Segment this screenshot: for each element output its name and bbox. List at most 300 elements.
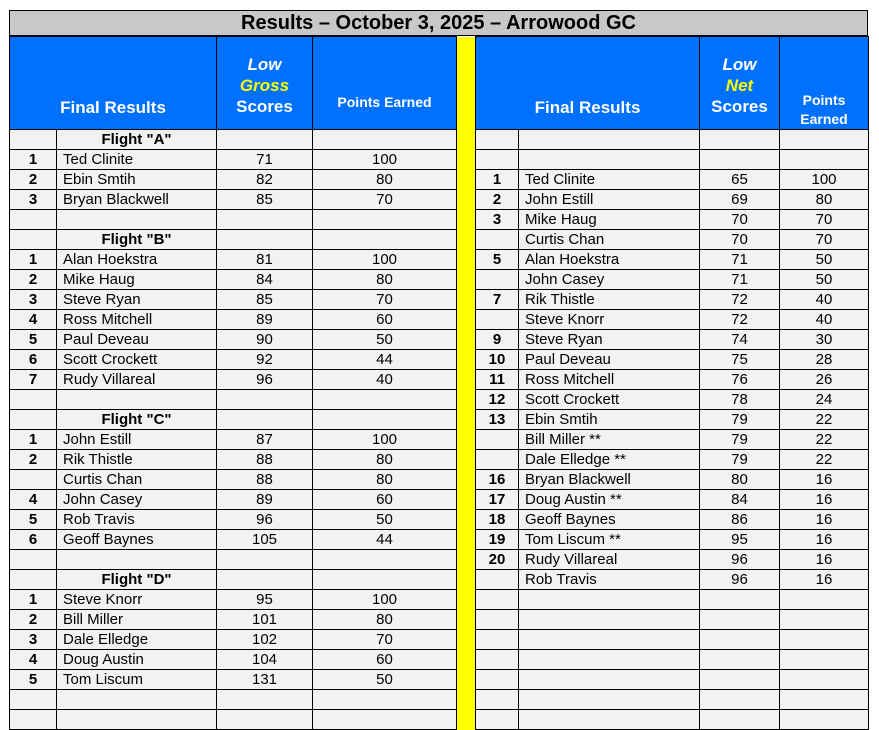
table-row <box>10 290 869 310</box>
net-score-cell: 70 <box>700 210 780 230</box>
gross-player-name: John Casey <box>57 490 217 510</box>
net-points-cell: 16 <box>780 530 869 550</box>
gross-rank-cell: 6 <box>10 530 57 550</box>
gross-player-name: Tom Liscum <box>57 670 217 690</box>
gross-score-cell: 95 <box>217 590 313 610</box>
gross-points-cell <box>313 710 457 730</box>
net-rank-cell <box>476 450 519 470</box>
gross-points-cell: 70 <box>313 190 457 210</box>
net-score-cell: 76 <box>700 370 780 390</box>
yellow-divider <box>457 370 476 390</box>
yellow-divider <box>457 410 476 430</box>
table-row <box>10 230 869 250</box>
yellow-divider <box>457 350 476 370</box>
gross-rank-cell: 2 <box>10 170 57 190</box>
net-rank-cell <box>476 570 519 590</box>
net-points-line2: Earned <box>800 111 848 127</box>
net-player-name <box>519 670 700 690</box>
net-score-cell: 86 <box>700 510 780 530</box>
net-player-name: Tom Liscum ** <box>519 530 700 550</box>
gross-points-cell: 80 <box>313 610 457 630</box>
net-player-name <box>519 650 700 670</box>
net-score-cell: 70 <box>700 230 780 250</box>
gross-points-cell: 80 <box>313 450 457 470</box>
net-score-cell: 65 <box>700 170 780 190</box>
net-player-name: Geoff Baynes <box>519 510 700 530</box>
gross-rank-cell: 1 <box>10 430 57 450</box>
net-player-name: Doug Austin ** <box>519 490 700 510</box>
net-player-name: Curtis Chan <box>519 230 700 250</box>
gross-score-cell: 85 <box>217 190 313 210</box>
net-rank-cell: 1 <box>476 170 519 190</box>
net-points-earned-header <box>780 37 869 130</box>
yellow-divider <box>457 570 476 590</box>
gross-player-name: Rudy Villareal <box>57 370 217 390</box>
net-keyword: Net <box>725 76 754 95</box>
net-points-cell: 26 <box>780 370 869 390</box>
gross-player-name: Steve Ryan <box>57 290 217 310</box>
yellow-divider <box>457 450 476 470</box>
net-player-name: Scott Crockett <box>519 390 700 410</box>
table-row <box>10 130 869 150</box>
table-row <box>10 630 869 650</box>
gross-rank-cell: 2 <box>10 450 57 470</box>
yellow-divider <box>457 290 476 310</box>
gross-player-name <box>57 690 217 710</box>
gross-score-cell: 105 <box>217 530 313 550</box>
net-score-cell: 71 <box>700 270 780 290</box>
gross-rank-cell: 5 <box>10 330 57 350</box>
table-row <box>10 410 869 430</box>
gross-points-cell: 100 <box>313 430 457 450</box>
yellow-divider <box>457 470 476 490</box>
net-score-cell <box>700 650 780 670</box>
net-points-cell: 16 <box>780 570 869 590</box>
table-row <box>10 690 869 710</box>
net-rank-cell: 19 <box>476 530 519 550</box>
net-scores-label: Scores <box>711 97 768 116</box>
gross-player-name: Bryan Blackwell <box>57 190 217 210</box>
gross-final-results-header: Final Results <box>10 37 217 130</box>
net-player-name <box>519 690 700 710</box>
gross-score-cell: 104 <box>217 650 313 670</box>
gross-rank-cell: 6 <box>10 350 57 370</box>
gross-points-cell: 50 <box>313 510 457 530</box>
gross-rank-cell <box>10 690 57 710</box>
net-score-cell: 79 <box>700 410 780 430</box>
table-row <box>10 450 869 470</box>
net-points-line1: Points <box>802 92 846 108</box>
net-player-name: Rik Thistle <box>519 290 700 310</box>
gross-rank-cell: 5 <box>10 510 57 530</box>
net-player-name: Steve Ryan <box>519 330 700 350</box>
gross-points-cell: 80 <box>313 270 457 290</box>
gross-rank-cell <box>10 550 57 570</box>
gross-score-cell <box>217 210 313 230</box>
net-points-cell <box>780 670 869 690</box>
gross-player-name: Curtis Chan <box>57 470 217 490</box>
gross-player-name: Paul Deveau <box>57 330 217 350</box>
table-row <box>10 530 869 550</box>
gross-scores-label: Scores <box>236 97 293 116</box>
gross-rank-cell: 2 <box>10 270 57 290</box>
gross-points-cell: 100 <box>313 250 457 270</box>
gross-player-name: Ebin Smtih <box>57 170 217 190</box>
net-score-cell: 84 <box>700 490 780 510</box>
table-row <box>10 610 869 630</box>
net-points-cell: 70 <box>780 210 869 230</box>
net-points-cell: 50 <box>780 250 869 270</box>
gross-score-cell <box>217 130 313 150</box>
results-title: Results – October 3, 2025 – Arrowood GC <box>9 10 868 36</box>
table-row <box>10 570 869 590</box>
net-points-cell: 24 <box>780 390 869 410</box>
gross-points-cell: 60 <box>313 310 457 330</box>
yellow-divider <box>457 130 476 150</box>
gross-rank-cell <box>10 390 57 410</box>
net-player-name: Ross Mitchell <box>519 370 700 390</box>
gross-score-cell <box>217 230 313 250</box>
gross-points-cell: 44 <box>313 350 457 370</box>
net-player-name: Paul Deveau <box>519 350 700 370</box>
yellow-divider <box>457 150 476 170</box>
flight-heading: Flight "B" <box>57 230 217 250</box>
net-final-results-header: Final Results <box>476 37 700 130</box>
net-points-cell: 80 <box>780 190 869 210</box>
table-row <box>10 190 869 210</box>
gross-player-name: Alan Hoekstra <box>57 250 217 270</box>
gross-score-cell <box>217 570 313 590</box>
yellow-divider <box>457 250 476 270</box>
net-points-cell: 40 <box>780 290 869 310</box>
net-player-name: Bill Miller ** <box>519 430 700 450</box>
yellow-divider <box>457 670 476 690</box>
net-points-cell: 30 <box>780 330 869 350</box>
net-score-cell: 72 <box>700 310 780 330</box>
net-points-cell: 70 <box>780 230 869 250</box>
table-row <box>10 510 869 530</box>
yellow-divider <box>457 37 476 130</box>
net-points-cell: 40 <box>780 310 869 330</box>
gross-score-cell: 96 <box>217 510 313 530</box>
yellow-divider <box>457 550 476 570</box>
net-points-cell: 22 <box>780 450 869 470</box>
gross-rank-cell: 3 <box>10 290 57 310</box>
gross-rank-cell <box>10 130 57 150</box>
net-score-cell: 96 <box>700 570 780 590</box>
gross-score-cell: 71 <box>217 150 313 170</box>
net-points-cell <box>780 610 869 630</box>
net-points-cell <box>780 150 869 170</box>
gross-score-cell <box>217 550 313 570</box>
net-rank-cell: 11 <box>476 370 519 390</box>
net-score-cell: 79 <box>700 430 780 450</box>
gross-player-name <box>57 210 217 230</box>
gross-player-name: Steve Knorr <box>57 590 217 610</box>
net-score-cell: 80 <box>700 470 780 490</box>
net-rank-cell <box>476 150 519 170</box>
net-rank-cell <box>476 610 519 630</box>
gross-player-name: John Estill <box>57 430 217 450</box>
net-rank-cell <box>476 270 519 290</box>
net-rank-cell: 3 <box>476 210 519 230</box>
table-row <box>10 350 869 370</box>
net-points-cell: 16 <box>780 470 869 490</box>
gross-rank-cell: 3 <box>10 190 57 210</box>
gross-player-name <box>57 710 217 730</box>
net-player-name <box>519 150 700 170</box>
net-points-cell: 100 <box>780 170 869 190</box>
yellow-divider <box>457 490 476 510</box>
net-player-name: Ted Clinite <box>519 170 700 190</box>
yellow-divider <box>457 590 476 610</box>
net-points-cell: 22 <box>780 410 869 430</box>
net-rank-cell <box>476 650 519 670</box>
gross-player-name: Bill Miller <box>57 610 217 630</box>
net-rank-cell: 16 <box>476 470 519 490</box>
gross-points-cell <box>313 230 457 250</box>
gross-score-cell <box>217 690 313 710</box>
gross-points-earned-header: Points Earned <box>313 37 457 130</box>
gross-player-name: Doug Austin <box>57 650 217 670</box>
low-gross-scores-header <box>217 37 313 130</box>
gross-points-cell: 50 <box>313 330 457 350</box>
net-rank-cell <box>476 690 519 710</box>
gross-points-cell <box>313 550 457 570</box>
header-row <box>10 37 869 130</box>
net-points-cell <box>780 590 869 610</box>
gross-points-cell <box>313 690 457 710</box>
gross-score-cell: 84 <box>217 270 313 290</box>
net-points-cell <box>780 130 869 150</box>
gross-player-name: Scott Crockett <box>57 350 217 370</box>
net-score-cell: 78 <box>700 390 780 410</box>
flight-heading: Flight "D" <box>57 570 217 590</box>
net-rank-cell: 12 <box>476 390 519 410</box>
gross-rank-cell <box>10 410 57 430</box>
net-points-cell <box>780 650 869 670</box>
gross-low-label: Low <box>247 55 282 74</box>
yellow-divider <box>457 690 476 710</box>
net-points-cell: 28 <box>780 350 869 370</box>
gross-score-cell: 85 <box>217 290 313 310</box>
gross-points-cell: 80 <box>313 170 457 190</box>
table-row <box>10 170 869 190</box>
net-score-cell <box>700 150 780 170</box>
yellow-divider <box>457 530 476 550</box>
net-score-cell: 74 <box>700 330 780 350</box>
net-player-name: Ebin Smtih <box>519 410 700 430</box>
table-row <box>10 310 869 330</box>
low-net-scores-header <box>700 37 780 130</box>
net-score-cell <box>700 590 780 610</box>
net-player-name: Bryan Blackwell <box>519 470 700 490</box>
gross-points-cell <box>313 410 457 430</box>
gross-points-cell <box>313 390 457 410</box>
gross-points-cell: 70 <box>313 290 457 310</box>
table-row <box>10 330 869 350</box>
gross-rank-cell: 4 <box>10 650 57 670</box>
net-points-cell: 16 <box>780 550 869 570</box>
gross-rank-cell <box>10 710 57 730</box>
gross-rank-cell <box>10 470 57 490</box>
net-player-name <box>519 590 700 610</box>
gross-rank-cell: 1 <box>10 150 57 170</box>
gross-score-cell: 81 <box>217 250 313 270</box>
gross-rank-cell: 7 <box>10 370 57 390</box>
net-player-name <box>519 630 700 650</box>
net-points-cell <box>780 690 869 710</box>
net-points-cell: 16 <box>780 490 869 510</box>
table-row <box>10 590 869 610</box>
gross-player-name: Geoff Baynes <box>57 530 217 550</box>
net-score-cell <box>700 130 780 150</box>
net-rank-cell: 9 <box>476 330 519 350</box>
gross-player-name <box>57 390 217 410</box>
gross-points-cell <box>313 570 457 590</box>
net-score-cell <box>700 670 780 690</box>
table-row <box>10 430 869 450</box>
gross-points-cell <box>313 130 457 150</box>
yellow-divider <box>457 630 476 650</box>
table-row <box>10 150 869 170</box>
gross-points-cell: 44 <box>313 530 457 550</box>
gross-rank-cell: 4 <box>10 310 57 330</box>
table-row <box>10 490 869 510</box>
flight-heading: Flight "C" <box>57 410 217 430</box>
gross-rank-cell <box>10 230 57 250</box>
yellow-divider <box>457 330 476 350</box>
net-score-cell <box>700 710 780 730</box>
net-player-name: Mike Haug <box>519 210 700 230</box>
gross-player-name: Mike Haug <box>57 270 217 290</box>
net-rank-cell: 5 <box>476 250 519 270</box>
gross-score-cell: 96 <box>217 370 313 390</box>
net-score-cell <box>700 610 780 630</box>
net-points-cell <box>780 630 869 650</box>
net-rank-cell <box>476 310 519 330</box>
gross-rank-cell: 1 <box>10 590 57 610</box>
gross-points-cell <box>313 210 457 230</box>
yellow-divider <box>457 430 476 450</box>
net-player-name: Rob Travis <box>519 570 700 590</box>
net-score-cell: 71 <box>700 250 780 270</box>
gross-rank-cell <box>10 570 57 590</box>
net-rank-cell <box>476 230 519 250</box>
gross-points-cell: 60 <box>313 490 457 510</box>
net-player-name <box>519 710 700 730</box>
net-player-name <box>519 130 700 150</box>
net-score-cell: 72 <box>700 290 780 310</box>
gross-score-cell: 90 <box>217 330 313 350</box>
yellow-divider <box>457 610 476 630</box>
net-player-name: John Estill <box>519 190 700 210</box>
gross-points-cell: 60 <box>313 650 457 670</box>
yellow-divider <box>457 390 476 410</box>
net-rank-cell: 20 <box>476 550 519 570</box>
table-row <box>10 370 869 390</box>
gross-player-name: Rik Thistle <box>57 450 217 470</box>
net-score-cell <box>700 630 780 650</box>
table-row <box>10 550 869 570</box>
net-rank-cell: 13 <box>476 410 519 430</box>
yellow-divider <box>457 170 476 190</box>
net-player-name: Rudy Villareal <box>519 550 700 570</box>
gross-points-cell: 40 <box>313 370 457 390</box>
gross-rank-cell: 5 <box>10 670 57 690</box>
gross-points-cell: 70 <box>313 630 457 650</box>
gross-score-cell: 88 <box>217 450 313 470</box>
net-low-label: Low <box>722 55 757 74</box>
flight-heading: Flight "A" <box>57 130 217 150</box>
gross-score-cell: 88 <box>217 470 313 490</box>
table-row <box>10 470 869 490</box>
table-row <box>10 710 869 730</box>
gross-points-cell: 100 <box>313 590 457 610</box>
net-rank-cell <box>476 710 519 730</box>
gross-player-name: Rob Travis <box>57 510 217 530</box>
gross-player-name: Ted Clinite <box>57 150 217 170</box>
yellow-divider <box>457 650 476 670</box>
yellow-divider <box>457 210 476 230</box>
gross-points-cell: 80 <box>313 470 457 490</box>
yellow-divider <box>457 310 476 330</box>
gross-rank-cell: 4 <box>10 490 57 510</box>
gross-score-cell: 89 <box>217 490 313 510</box>
net-player-name: Steve Knorr <box>519 310 700 330</box>
net-rank-cell: 2 <box>476 190 519 210</box>
net-rank-cell: 7 <box>476 290 519 310</box>
gross-player-name: Ross Mitchell <box>57 310 217 330</box>
gross-score-cell: 89 <box>217 310 313 330</box>
net-player-name <box>519 610 700 630</box>
gross-rank-cell: 1 <box>10 250 57 270</box>
gross-score-cell <box>217 390 313 410</box>
net-score-cell: 95 <box>700 530 780 550</box>
net-rank-cell: 17 <box>476 490 519 510</box>
table-row <box>10 210 869 230</box>
gross-rank-cell: 3 <box>10 630 57 650</box>
net-score-cell: 75 <box>700 350 780 370</box>
yellow-divider <box>457 710 476 730</box>
gross-score-cell <box>217 710 313 730</box>
gross-player-name: Dale Elledge <box>57 630 217 650</box>
gross-score-cell: 92 <box>217 350 313 370</box>
table-row <box>10 650 869 670</box>
table-row <box>10 250 869 270</box>
gross-score-cell: 87 <box>217 430 313 450</box>
net-score-cell: 79 <box>700 450 780 470</box>
net-points-cell: 50 <box>780 270 869 290</box>
net-player-name: Dale Elledge ** <box>519 450 700 470</box>
gross-score-cell: 102 <box>217 630 313 650</box>
net-points-cell: 16 <box>780 510 869 530</box>
net-score-cell: 69 <box>700 190 780 210</box>
net-rank-cell <box>476 130 519 150</box>
table-row <box>10 670 869 690</box>
yellow-divider <box>457 510 476 530</box>
gross-score-cell: 131 <box>217 670 313 690</box>
yellow-divider <box>457 230 476 250</box>
net-rank-cell <box>476 670 519 690</box>
net-score-cell: 96 <box>700 550 780 570</box>
net-player-name: Alan Hoekstra <box>519 250 700 270</box>
net-points-cell: 22 <box>780 430 869 450</box>
gross-points-cell: 50 <box>313 670 457 690</box>
table-row <box>10 270 869 290</box>
net-rank-cell: 10 <box>476 350 519 370</box>
net-player-name: John Casey <box>519 270 700 290</box>
